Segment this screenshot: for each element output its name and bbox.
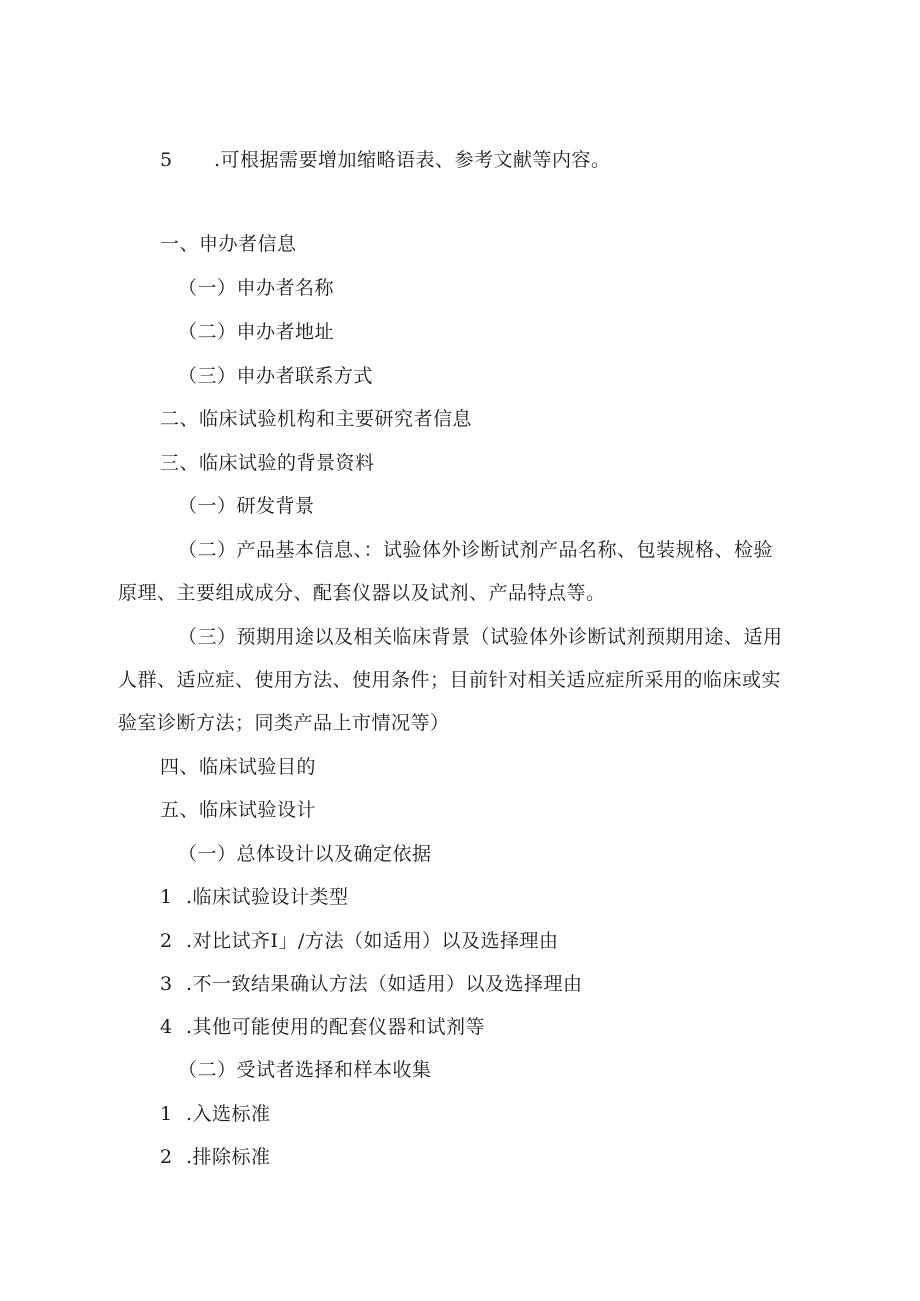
item-number: 2 [160,930,173,952]
sub-item: （一）申办者名称 [178,277,335,299]
item-number: 4 [160,1016,173,1038]
section-heading-5: 五、临床试验设计 [160,799,317,821]
list-item [160,1015,485,1039]
item-number: 1 [160,1103,173,1125]
item-number: 2 [160,1146,173,1168]
item-text: .临床试验设计类型 [186,886,349,908]
item-text: .其他可能使用的配套仪器和试剂等 [186,1016,486,1038]
sub-heading: （一）总体设计以及确定依据 [178,843,432,865]
sub-item: （三）申办者联系方式 [178,365,374,387]
paragraph-line: （二）产品基本信息、：试验体外诊断试剂产品名称、包装规格、检验 [178,539,774,561]
sub-heading: （二）受试者选择和样本收集 [178,1059,432,1081]
list-item [160,1145,271,1169]
item-text: .对比试齐I」/方法（如适用）以及选择理由 [186,930,559,952]
list-item [160,1102,271,1126]
section-heading-1: 一、申办者信息 [160,233,297,255]
sub-item: （二）申办者地址 [178,321,335,343]
paragraph-line: 验室诊断方法；同类产品上市情况等） [118,712,450,734]
note-item-5 [160,148,611,172]
section-heading-2: 二、临床试验机构和主要研究者信息 [160,408,473,430]
section-heading-4: 四、临床试验目的 [160,756,317,778]
sub-item: （一）研发背景 [178,495,315,517]
section-heading-3: 三、临床试验的背景资料 [160,452,375,474]
item-number: 1 [160,886,173,908]
item-text: .可根据需要增加缩略语表、参考文献等内容。 [214,149,611,171]
item-text: .排除标准 [186,1146,271,1168]
item-number: 5 [160,149,173,171]
list-item [160,885,349,909]
list-item [160,972,583,996]
item-text: .入选标准 [186,1103,271,1125]
paragraph-line: （三）预期用途以及相关临床背景（试验体外诊断试剂预期用途、适用 [178,626,783,648]
list-item [160,929,558,953]
paragraph-line: 原理、主要组成成分、配套仪器以及试剂、产品特点等。 [118,582,606,604]
item-text: .不一致结果确认方法（如适用）以及选择理由 [186,973,583,995]
item-number: 3 [160,973,173,995]
paragraph-line: 人群、适应症、使用方法、使用条件；目前针对相关适应症所采用的临床或实 [118,669,782,691]
